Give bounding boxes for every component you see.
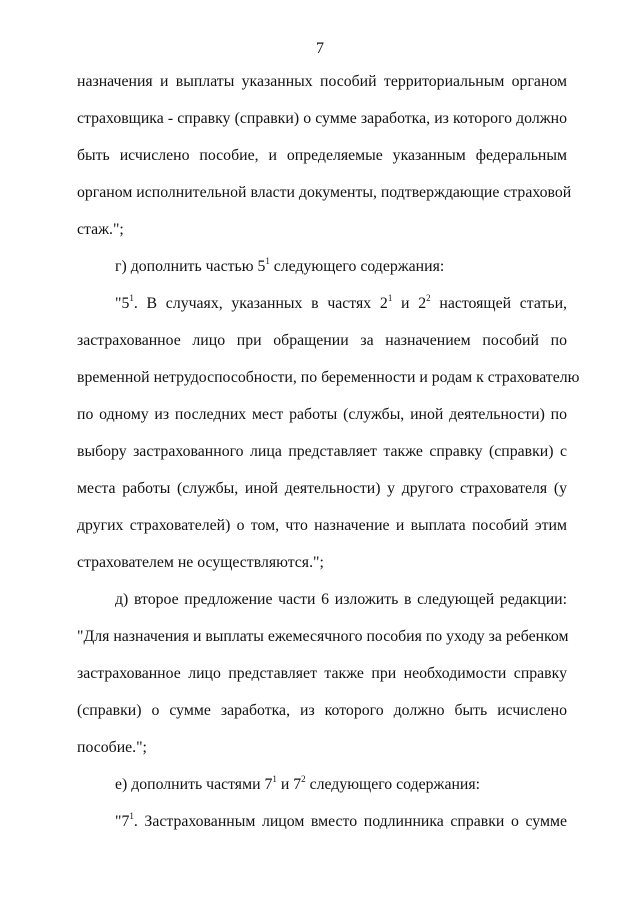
clause-5-1-text-d: настоящей статьи,	[430, 295, 567, 312]
item-e-text-c: следующего содержания:	[305, 776, 481, 793]
page-number: 7	[316, 40, 324, 57]
clause-5-1-line-8: страхователем не осуществляются.";	[77, 554, 324, 571]
clause-5-1-superscript-a: 1	[129, 293, 134, 303]
clause-5-1-line-1	[115, 294, 567, 314]
paragraph-1-line-5: стаж.";	[77, 221, 124, 238]
item-d-line-5: пособие.";	[77, 739, 147, 756]
clause-5-1-text-c: и 2	[392, 295, 427, 312]
paragraph-1-line-1: назначения и выплаты указанных пособий территориальным органом	[77, 73, 567, 90]
clause-5-1-text-a: "5	[115, 295, 130, 312]
paragraph-1-line-2: страховщика - справку (справки) о сумме заработка, из которого должно	[77, 110, 567, 127]
item-e-text-b: и 7	[276, 776, 302, 793]
clause-5-1-text-b: . В случаях, указанных в частях 2	[133, 295, 388, 312]
clause-5-1-line-4: по одному из последних мест работы (службы, иной деятельности) по	[77, 406, 567, 423]
clause-5-1-line-6: места работы (службы, иной деятельности) у другого страхователя (у	[77, 480, 567, 497]
item-d-line-3: застрахованное лицо представляет также при необходимости справку	[77, 665, 567, 682]
paragraph-1-line-4: органом исполнительной власти документы, подтверждающие страховой	[77, 184, 572, 201]
item-e-superscript-a: 1	[272, 774, 277, 784]
paragraph-1-line-3: быть исчислено пособие, и определяемые указанным федеральным	[77, 147, 567, 164]
clause-5-1-superscript-c: 2	[426, 293, 431, 303]
clause-5-1-line-7: других страхователей) о том, что назначение и выплата пособий этим	[77, 517, 567, 534]
item-e-line	[115, 775, 567, 795]
item-e-superscript-b: 2	[301, 774, 306, 784]
clause-7-1-superscript: 1	[129, 811, 134, 821]
item-d-line-1: д) второе предложение части 6 изложить в следующей редакции:	[115, 591, 567, 608]
item-e-text-a: е) дополнить частями 7	[115, 776, 273, 793]
clause-7-1-text-a: "7	[115, 813, 130, 830]
item-g-superscript: 1	[265, 256, 270, 266]
clause-5-1-line-5: выбору застрахованного лица представляет также справку (справки) с	[77, 443, 567, 460]
clause-7-1-text-b: . Застрахованным лицом вместо подлинника справки о сумме	[133, 813, 567, 830]
clause-5-1-line-2: застрахованное лицо при обращении за назначением пособий по	[77, 332, 567, 349]
item-g-line	[115, 257, 567, 277]
item-d-line-2: "Для назначения и выплаты ежемесячного пособия по уходу за ребенком	[77, 628, 569, 645]
item-d-line-4: (справки) о сумме заработка, из которого должно быть исчислено	[77, 702, 567, 719]
clause-7-1-line-1	[115, 812, 567, 832]
item-g-text-a: г) дополнить частью 5	[115, 258, 266, 275]
item-g-text-b: следующего содержания:	[269, 258, 445, 275]
clause-5-1-line-3: временной нетрудоспособности, по беременности и родам к страхователю	[77, 369, 580, 386]
clause-5-1-superscript-b: 1	[387, 293, 393, 303]
